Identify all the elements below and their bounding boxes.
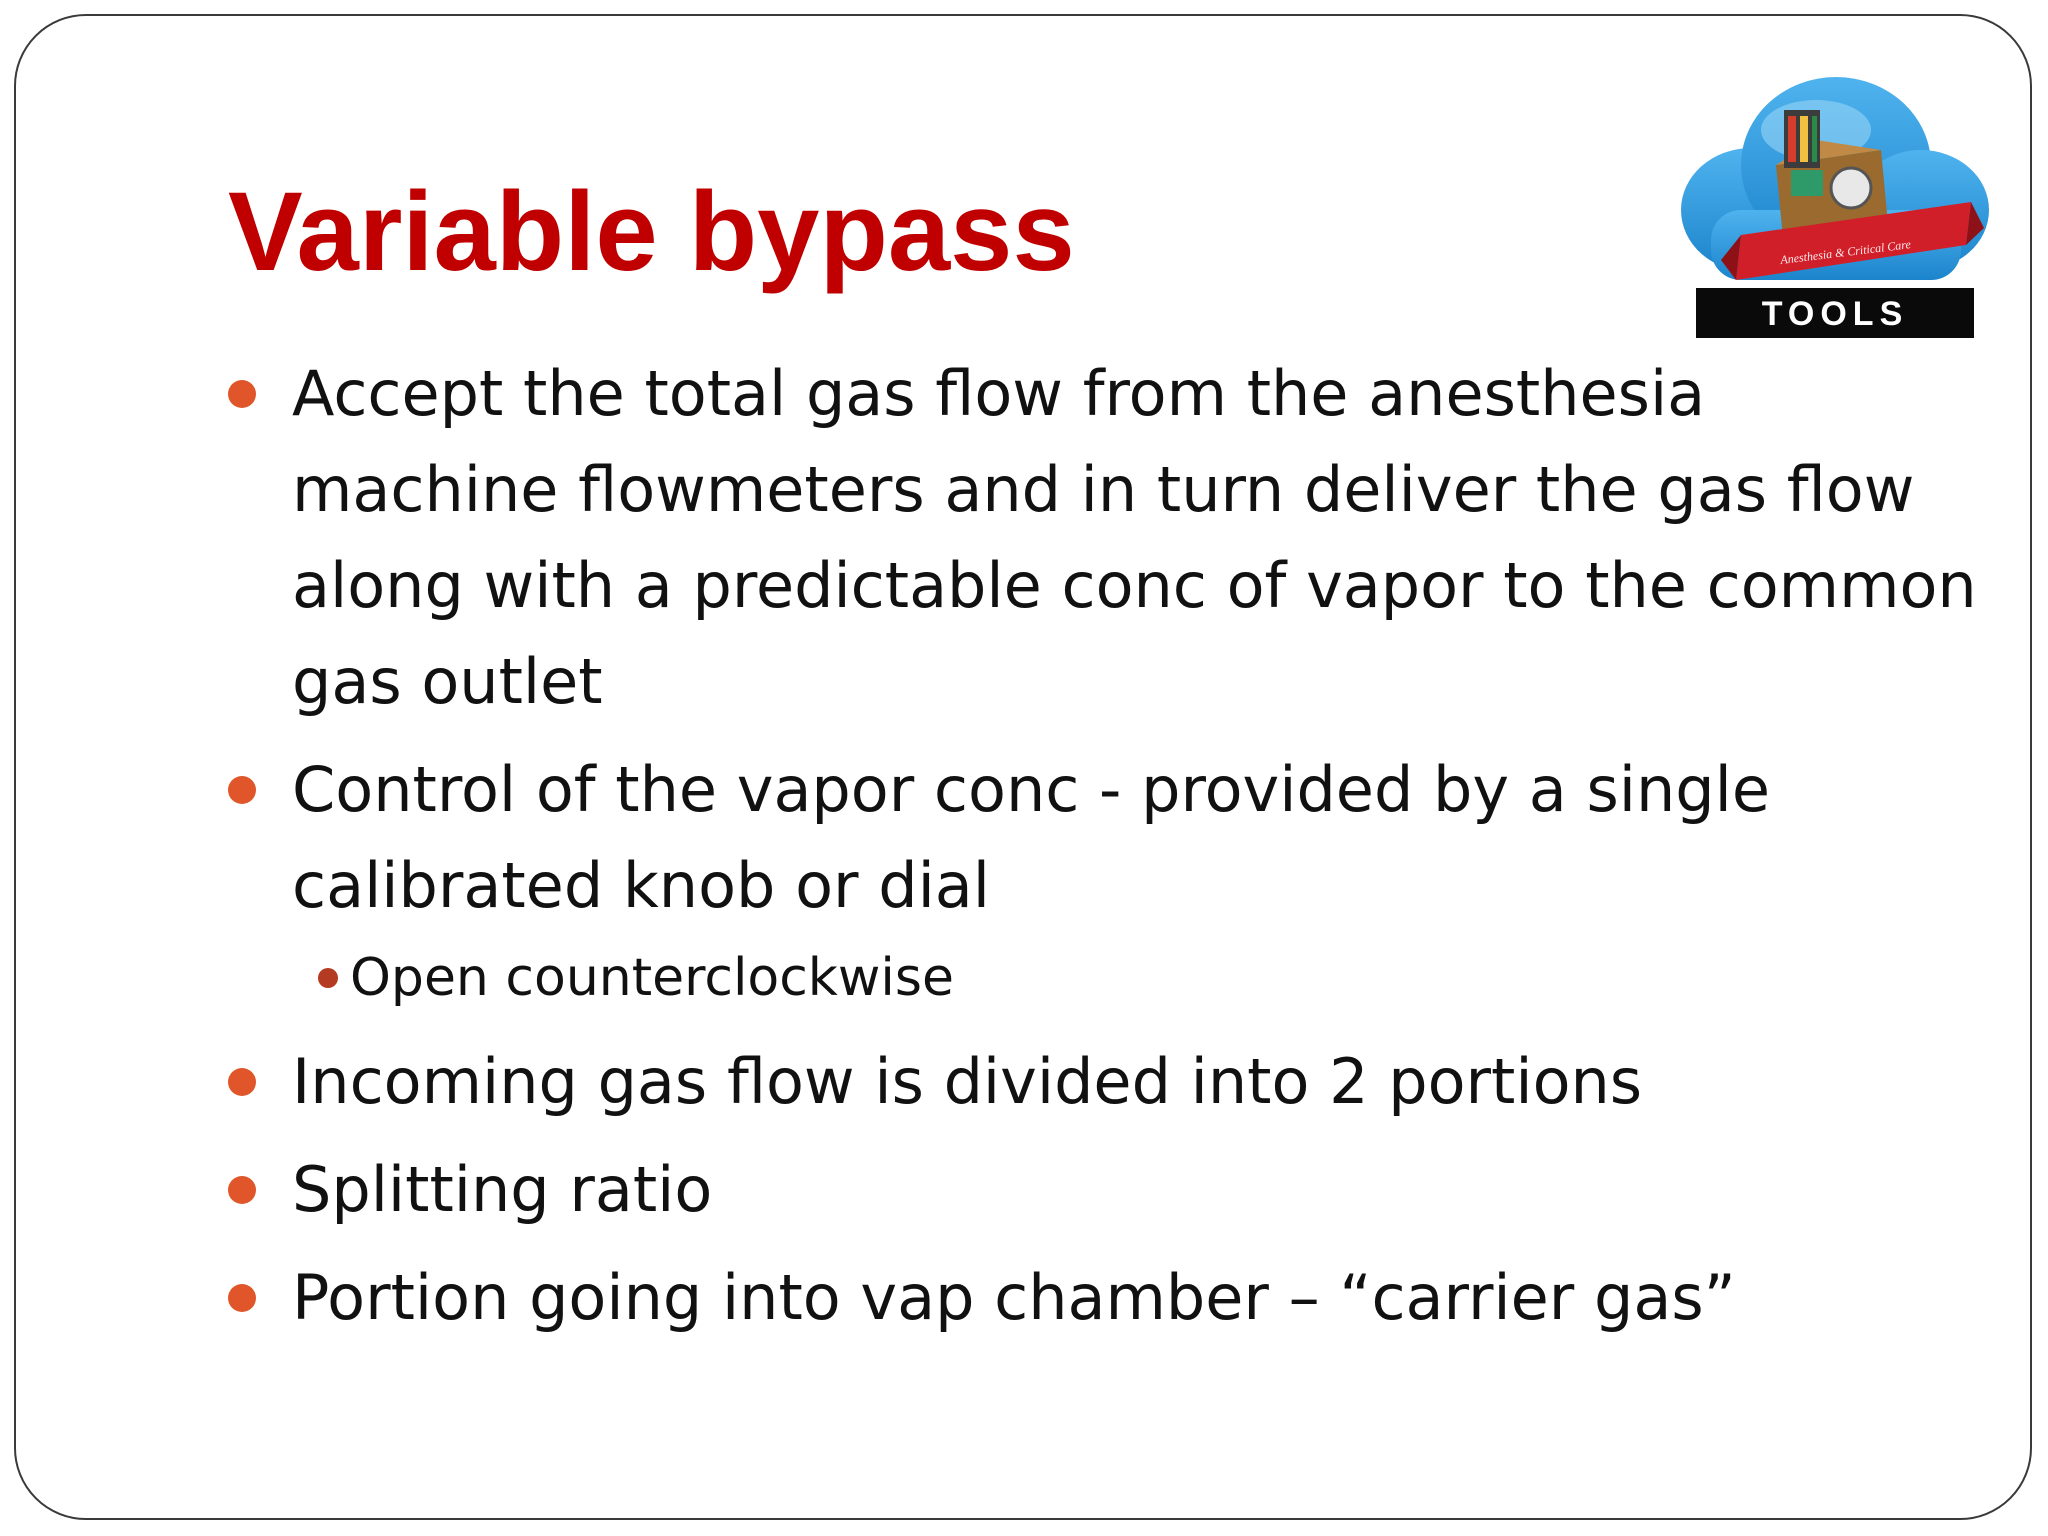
bullet-text: Portion going into vap chamber – “carrier gas”: [292, 1261, 1736, 1334]
bullet-dot-icon: [228, 1068, 256, 1096]
bullet-dot-icon: [228, 380, 256, 408]
bullet-text: Accept the total gas flow from the anesthesia machine flowmeters and in turn deliver the gas flow along with a predictable conc of vapor to the common gas outlet: [292, 357, 1977, 718]
tools-label-box: [1696, 288, 1974, 338]
sub-bullet-text: Open counterclockwise: [350, 948, 954, 1008]
bullet-dot-icon: [228, 776, 256, 804]
bullet-dot-icon: [228, 1176, 256, 1204]
slide: [14, 14, 2032, 1520]
logo-label: TOOLS: [1761, 295, 1909, 333]
bullet-item: [228, 742, 1988, 934]
bullet-text: Splitting ratio: [292, 1153, 713, 1226]
bullet-text: Incoming gas flow is divided into 2 portions: [292, 1045, 1643, 1118]
slide-title: Variable bypass: [228, 169, 1075, 294]
sub-bullet-dot-icon: [318, 968, 338, 988]
bullet-item: [228, 1250, 1988, 1346]
sub-bullet-item: [228, 938, 1988, 1018]
tools-logo: [1666, 70, 1996, 340]
bullet-item: [228, 1034, 1988, 1130]
bullet-text: Control of the vapor conc - provided by a single calibrated knob or dial: [292, 753, 1771, 922]
bullet-item: [228, 1142, 1988, 1238]
logo-banner-text: Anesthesia & Critical Care: [1779, 237, 1912, 267]
bullet-list: [228, 346, 1988, 1358]
bullet-item: [228, 346, 1988, 730]
bullet-dot-icon: [228, 1284, 256, 1312]
